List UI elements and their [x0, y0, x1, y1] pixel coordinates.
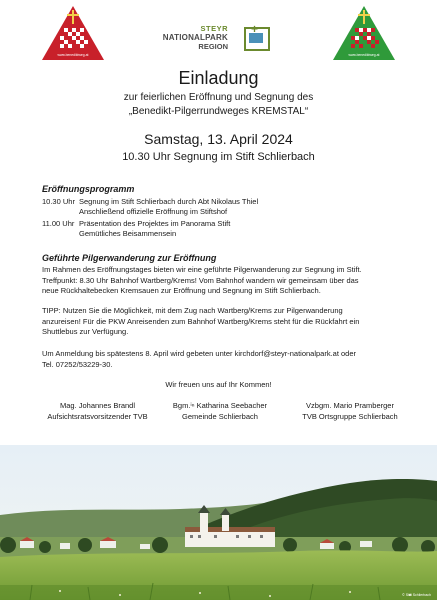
- program-item-line2: Anschließend offizielle Eröffnung im Stiftshof: [79, 207, 228, 216]
- landscape-photo: [0, 445, 437, 600]
- event-time-line: 10.30 Uhr Segnung im Stift Schlierbach: [122, 151, 315, 163]
- left-logo-caption: www.benediktweg.at: [57, 53, 89, 57]
- subtitle-line1: zur feierlichen Eröffnung und Segnung des: [123, 92, 314, 103]
- np-logo-line2: NATIONALPARK: [162, 33, 228, 42]
- rsvp-line1: Um Anmeldung bis spätestens 8. April wird gebeten unter kirchdorf@steyr-nationalpark.at oder: [42, 349, 357, 358]
- benedikt-weg-logo-red: [40, 4, 106, 62]
- np-logo-line3: REGION: [198, 42, 228, 51]
- walk-para-line3: neue Rückhaltebecken Kremsauen zur Eröffnung und Segnung im Stift Schlierbach.: [42, 286, 321, 295]
- walk-para-line1: Im Rahmen des Eröffnungstages bieten wir eine geführte Pilgerwanderung zur Segnung im Stift.: [42, 265, 362, 274]
- np-logo-line1: STEYR: [200, 24, 228, 33]
- event-date: Samstag, 13. April 2024: [144, 131, 293, 147]
- rsvp-line2: Tel. 07252/53229-30.: [42, 359, 113, 369]
- tipp-line2: anzureisen! Für die PKW Anreisenden zum Bahnhof Wartberg/Krems steht für die Rückfahrt ein: [42, 316, 360, 326]
- walk-paragraph: [42, 265, 397, 297]
- program-item-time: 11.00 Uhr: [42, 219, 75, 228]
- signature-role: Aufsichtsratsvorsitzender TVB: [47, 412, 148, 421]
- signature-role: TVB Ortsgruppe Schlierbach: [302, 412, 398, 421]
- tipp-line3: Shuttlebus zur Verfügung.: [42, 327, 129, 336]
- walk-heading: Geführte Pilgerwanderung zur Eröffnung: [42, 253, 217, 263]
- invitation-title: Einladung: [178, 68, 259, 88]
- right-logo-caption: www.benediktweg.at: [348, 53, 380, 57]
- tipp-paragraph: [42, 306, 397, 338]
- program-item-line2: Gemütliches Beisammensein: [79, 229, 177, 238]
- program-item-time: 10.30 Uhr: [42, 197, 75, 206]
- signature-name: Mag. Johannes Brandl: [59, 401, 136, 410]
- signature-name: Bgm.ⁱⁿ Katharina Seebacher: [172, 401, 268, 410]
- stift-schlierbach-landscape: [0, 445, 437, 600]
- signature-role: Gemeinde Schlierbach: [182, 412, 258, 421]
- closing-thanks: Wir freuen uns auf Ihr Kommen!: [165, 380, 272, 389]
- nationalpark-region-logo: [160, 24, 272, 56]
- signature-block: [275, 400, 425, 422]
- rsvp-paragraph: [42, 349, 397, 370]
- subtitle-line2: „Benedikt-Pilgerrundweges KREMSTAL“: [128, 106, 309, 117]
- program-heading: Eröffnungsprogramm: [42, 184, 135, 194]
- signature-block: [25, 400, 170, 422]
- photo-credit: © Stift Schlierbach: [402, 593, 431, 597]
- program-item-line1: Präsentation des Projektes im Panorama Stift: [79, 219, 231, 228]
- signature-block: [150, 400, 290, 422]
- signature-name: Vzbgm. Mario Pramberger: [306, 401, 394, 410]
- plus-icon: +: [250, 22, 258, 36]
- walk-para-line2: Treffpunkt: 8.30 Uhr Bahnhof Wartberg/Krems! Vom Bahnhof wandern wir gemeinsam über das: [42, 275, 359, 285]
- benedikt-weg-logo-green: [331, 4, 397, 62]
- program-item-line1: Segnung im Stift Schlierbach durch Abt Nikolaus Thiel: [79, 197, 259, 206]
- tipp-line1: TIPP: Nutzen Sie die Möglichkeit, mit dem Zug nach Wartberg/Krems zur Pilgerwanderung: [42, 306, 343, 315]
